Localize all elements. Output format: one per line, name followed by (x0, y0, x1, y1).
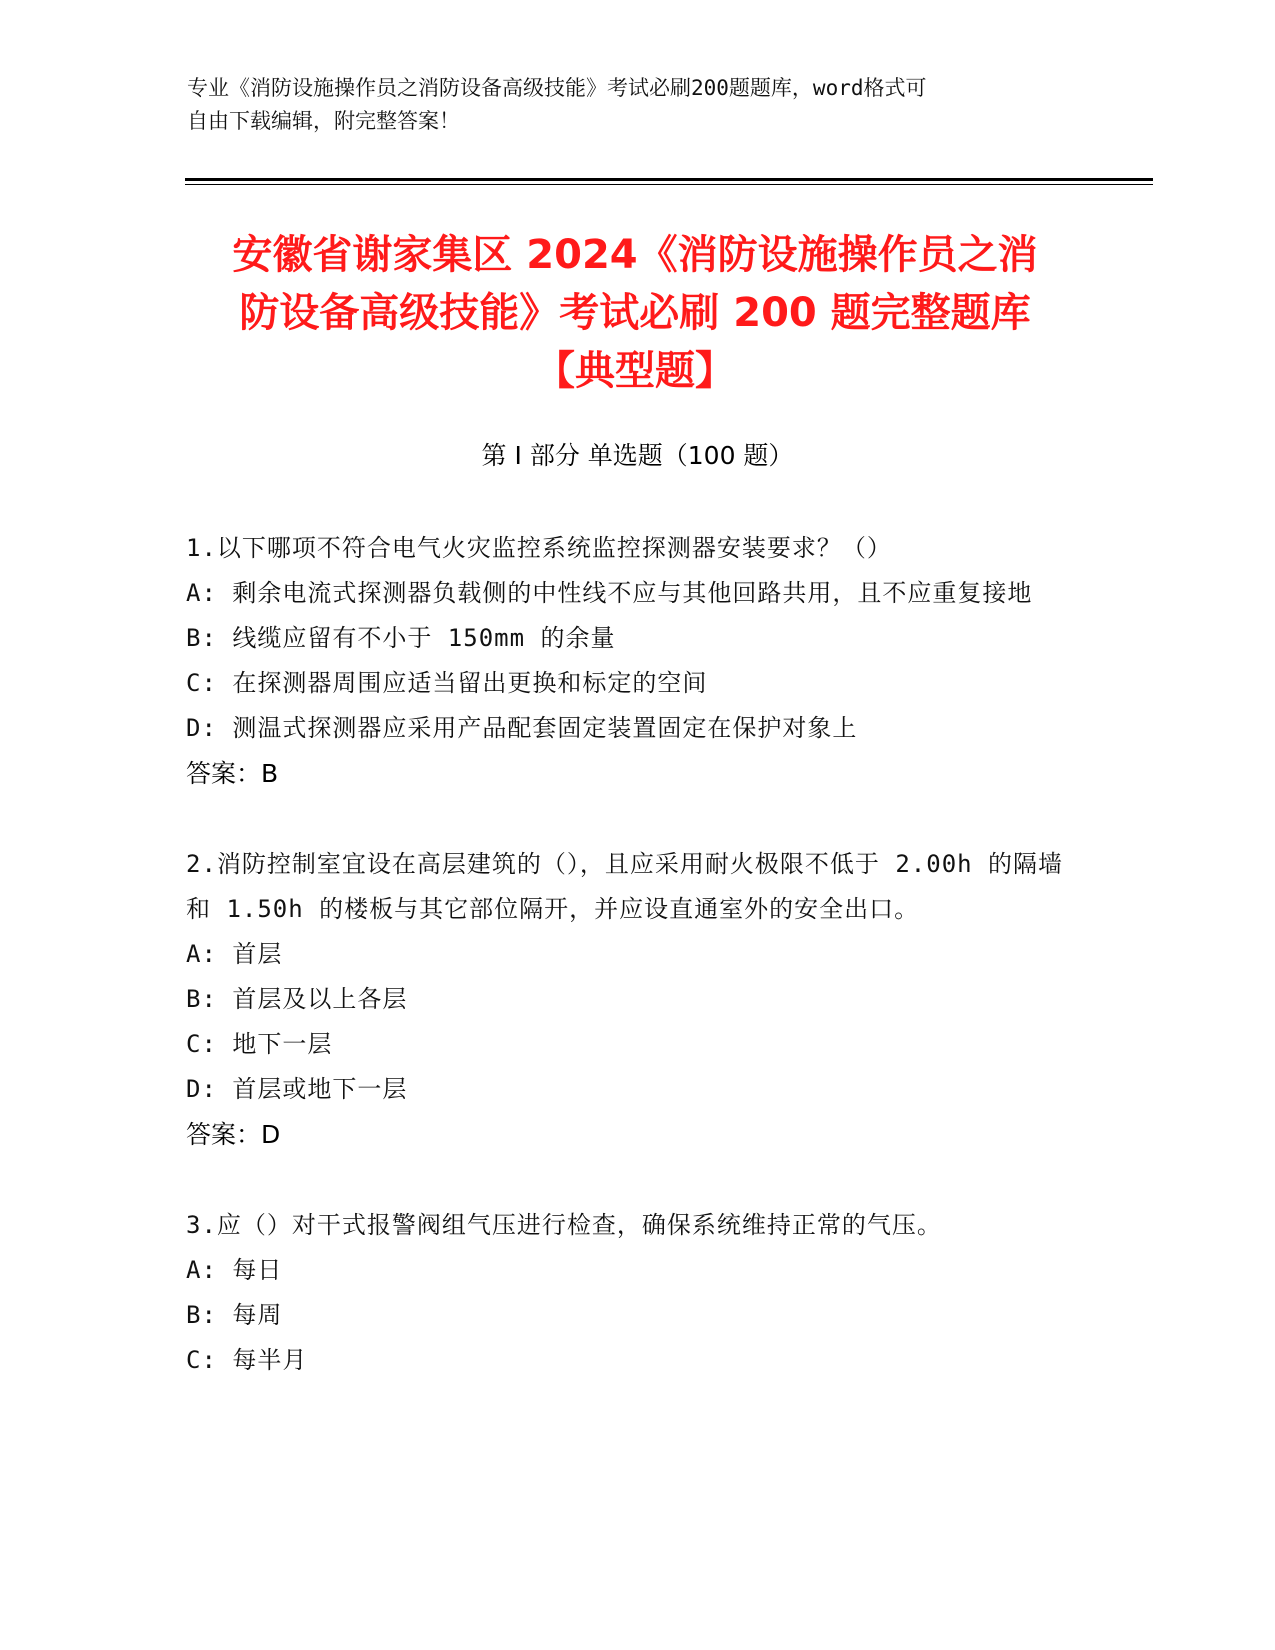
question-2 (186, 842, 1086, 1157)
option-d: D: 首层或地下一层 (186, 1075, 408, 1103)
question-list (186, 526, 1086, 1429)
option-a: A: 首层 (186, 940, 283, 968)
header-divider-thin (185, 184, 1153, 185)
option-d: D: 测温式探测器应采用产品配套固定装置固定在保护对象上 (186, 714, 858, 742)
title-line: 安徽省谢家集区 2024《消防设施操作员之消 (232, 232, 1038, 278)
title-line: 【典型题】 (535, 348, 735, 394)
question-1 (186, 526, 1086, 796)
option-c: C: 每半月 (186, 1346, 308, 1374)
option-a: A: 剩余电流式探测器负载侧的中性线不应与其他回路共用，且不应重复接地 (186, 579, 1033, 607)
answer: 答案：D (186, 1120, 281, 1149)
title-line: 防设备高级技能》考试必刷 200 题完整题库 (239, 290, 1031, 336)
header-note (187, 72, 1087, 138)
answer: 答案：B (186, 759, 279, 788)
section-title: 第 I 部分 单选题（100 题） (481, 441, 794, 470)
option-a: A: 每日 (186, 1256, 283, 1284)
document-title (150, 226, 1120, 400)
header-divider-thick (185, 178, 1153, 181)
option-c: C: 在探测器周围应适当留出更换和标定的空间 (186, 669, 708, 697)
header-note-line: 专业《消防设施操作员之消防设备高级技能》考试必刷200题题库，word格式可 (187, 76, 927, 100)
question-3 (186, 1203, 1086, 1383)
option-c: C: 地下一层 (186, 1030, 333, 1058)
question-stem: 2.消防控制室宜设在高层建筑的（），且应采用耐火极限不低于 2.00h 的隔墙和 1.50h 的楼板与其它部位隔开，并应设直通室外的安全出口。 (186, 850, 1064, 923)
option-b: B: 线缆应留有不小于 150mm 的余量 (186, 624, 616, 652)
question-stem: 3.应（）对干式报警阀组气压进行检查，确保系统维持正常的气压。 (186, 1211, 942, 1239)
option-b: B: 每周 (186, 1301, 283, 1329)
option-b: B: 首层及以上各层 (186, 985, 408, 1013)
header-note-line: 自由下载编辑，附完整答案！ (187, 109, 460, 133)
question-stem: 1.以下哪项不符合电气火灾监控系统监控探测器安装要求？（） (186, 534, 892, 562)
